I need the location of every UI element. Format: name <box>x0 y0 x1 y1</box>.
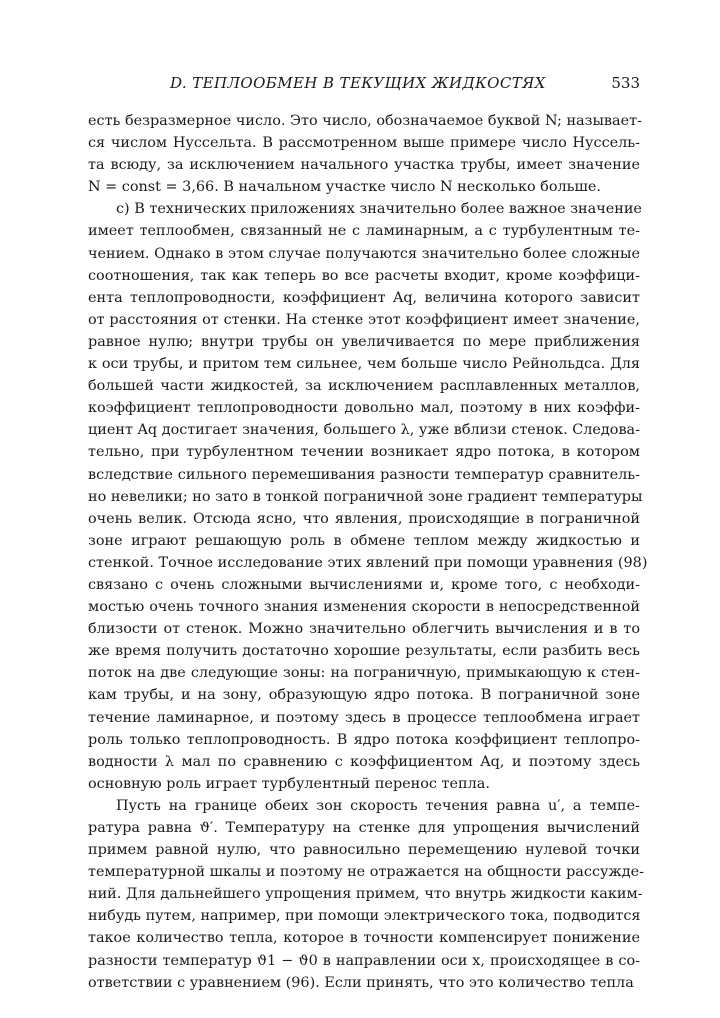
text-line: основную роль играет турбулентный перенос тепла. <box>88 775 490 792</box>
text-line: ратура равна ϑ′. Температуру на стенке для упрощения вычислений <box>88 820 640 836</box>
text-line: температурной шкалы и поэтому не отражается на общности рассужде- <box>88 864 644 881</box>
text-line: ний. Для дальнейшего упрощения примем, что внутрь жидкости каким- <box>88 886 643 903</box>
text-line: вследствие сильного перемешивания разности температур сравнитель- <box>88 466 640 483</box>
text-line: поток на две следующие зоны: на пограничную, примыкающую к стен- <box>88 665 640 682</box>
running-head: D. ТЕПЛООБМЕН В ТЕКУЩИХ ЖИДКОСТЯХ <box>170 74 546 92</box>
text-line: разности температур ϑ1 − ϑ0 в направлении оси x, происходящее в со- <box>88 952 640 969</box>
paragraph <box>88 198 648 795</box>
text-line: равное нулю; внутри трубы он увеличивается по мере приближения <box>88 333 640 350</box>
body-text <box>88 110 648 994</box>
text-line: ента теплопроводности, коэффициент Aq, величина которого зависит <box>88 289 640 306</box>
text-line: ответствии с уравнением (96). Если принять, что это количество тепла <box>88 974 634 991</box>
text-line: течение ламинарное, и поэтому здесь в процессе теплообмена играет <box>88 709 640 726</box>
text-line: к оси трубы, и притом тем сильнее, чем больше число Рейнольдса. Для <box>88 356 640 373</box>
text-line: ся числом Нуссельта. В рассмотренном выше примере число Нуссель- <box>88 135 640 152</box>
text-line: от расстояния от стенки. На стенке этот коэффициент имеет значение, <box>88 311 640 328</box>
text-line: но невелики; но зато в тонкой пограничной зоне градиент температуры <box>88 488 643 505</box>
text-line: та всюду, за исключением начального участка трубы, имеет значение <box>88 157 640 174</box>
text-line: Пусть на границе обеих зон скорость течения равна u′, а темпе- <box>116 797 640 814</box>
text-line: N = const = 3,66. В начальном участке число N несколько больше. <box>88 179 601 196</box>
text-line: коэффициент теплопроводности довольно мал, поэтому в них коэффи- <box>88 400 640 417</box>
paragraph <box>88 795 644 994</box>
text-line: нибудь путем, например, при помощи электрического тока, подводится <box>88 908 641 925</box>
text-line: роль только теплопроводность. В ядро потока коэффициент теплопро- <box>88 731 640 748</box>
text-line: же время получить достаточно хорошие результаты, если разбить весь <box>88 643 640 660</box>
text-line: тельно, при турбулентном течении возникает ядро потока, в котором <box>88 444 640 461</box>
text-line: мостью очень точного знания изменения скорости в непосредственной <box>88 599 640 616</box>
text-line: кам трубы, и на зону, образующую ядро потока. В пограничной зоне <box>88 687 640 704</box>
page-number: 533 <box>611 74 640 92</box>
text-line: водности λ мал по сравнению с коэффициентом Aq, и поэтому здесь <box>88 753 640 770</box>
paragraph <box>88 110 640 198</box>
page-header <box>88 70 640 96</box>
text-line: стенкой. Точное исследование этих явлений при помощи уравнения (98) <box>88 554 648 571</box>
text-line: связано с очень сложными вычислениями и, кроме того, с необходи- <box>88 576 640 593</box>
text-line: с) В технических приложениях значительно более важное значение <box>116 201 642 218</box>
text-line: большей части жидкостей, за исключением расплавленных металлов, <box>88 378 640 395</box>
text-line: имеет теплообмен, связанный не с ламинарным, а с турбулентным те- <box>88 223 640 240</box>
book-page <box>88 70 648 994</box>
text-line: зоне играют решающую роль в обмене теплом между жидкостью и <box>88 532 640 549</box>
text-line: есть безразмерное число. Это число, обозначаемое буквой N; называет- <box>88 113 642 129</box>
text-line: близости от стенок. Можно значительно облегчить вычисления и в то <box>88 621 640 638</box>
text-line: такое количество тепла, которое в точности компенсирует понижение <box>88 930 640 947</box>
text-line: циент Aq достигает значения, большего λ, уже вблизи стенок. Следова- <box>88 422 640 439</box>
text-line: чением. Однако в этом случае получаются значительно более сложные <box>88 245 640 262</box>
text-line: очень велик. Отсюда ясно, что явления, происходящие в пограничной <box>88 510 640 527</box>
text-line: соотношения, так как теперь во все расчеты входит, кроме коэффици- <box>88 267 640 284</box>
text-line: примем равной нулю, что равносильно перемещению нулевой точки <box>88 842 640 859</box>
